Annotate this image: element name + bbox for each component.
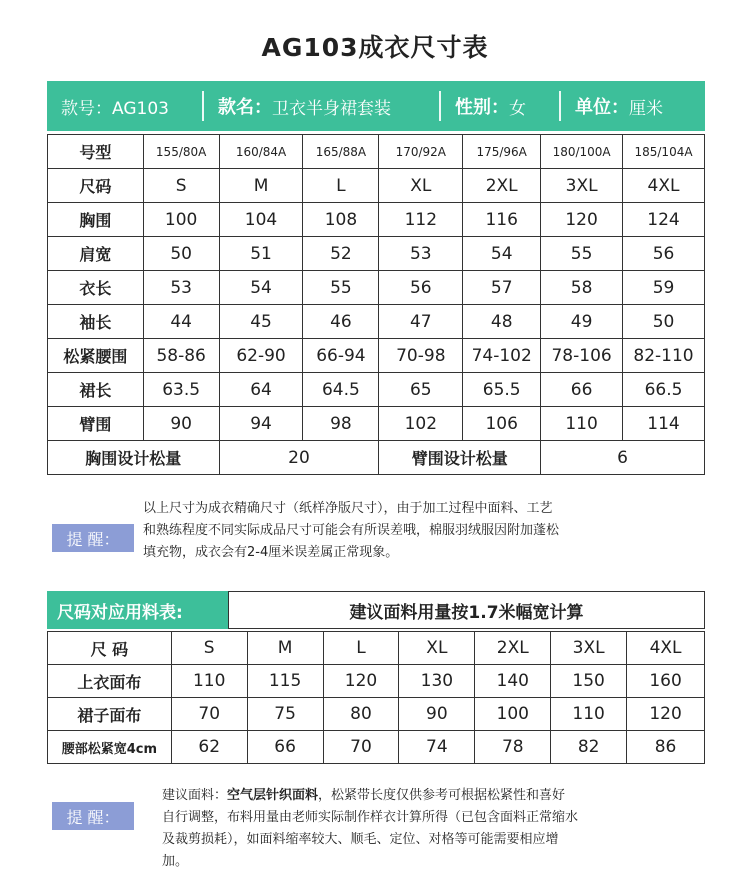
table-cell: 49 xyxy=(541,305,623,339)
fabric-table-header xyxy=(47,591,705,629)
table-row xyxy=(48,135,705,169)
table-cell: 78-106 xyxy=(541,339,623,373)
table-cell: 120 xyxy=(627,698,705,731)
fabric-width-note: 建议面料用量按1.7米幅宽计算 xyxy=(228,591,705,629)
reminder-line: 及裁剪损耗），如面料缩率较大、顺毛、定位、对格等可能需要相应增 xyxy=(162,832,559,847)
table-cell: 185/104A xyxy=(623,135,705,169)
table-row xyxy=(48,339,705,373)
row-label: 尺 码 xyxy=(48,632,172,665)
table-cell: 165/88A xyxy=(303,135,379,169)
row-label: 号型 xyxy=(48,135,144,169)
table-cell: 64.5 xyxy=(303,373,379,407)
row-label: 臂围 xyxy=(48,407,144,441)
table-cell: 70 xyxy=(171,698,247,731)
table-cell: 55 xyxy=(303,271,379,305)
table-cell: 53 xyxy=(379,237,463,271)
row-label: 裙子面布 xyxy=(48,698,172,731)
unit-label: 单位： xyxy=(575,97,629,118)
table-cell: 48 xyxy=(463,305,541,339)
table-cell: L xyxy=(323,632,399,665)
table-cell: 102 xyxy=(379,407,463,441)
table-cell: 108 xyxy=(303,203,379,237)
table-cell: 52 xyxy=(303,237,379,271)
table-cell: XL xyxy=(379,169,463,203)
table-cell: 47 xyxy=(379,305,463,339)
table-cell: 110 xyxy=(541,407,623,441)
arm-ease-label: 臂围设计松量 xyxy=(379,441,541,475)
table-row xyxy=(48,237,705,271)
reminder-line: 以上尺寸为成衣精确尺寸（纸样净版尺寸），由于加工过程中面料、工艺 xyxy=(143,501,553,516)
table-row xyxy=(48,169,705,203)
gender-value: 女 xyxy=(509,98,526,119)
table-cell: 170/92A xyxy=(379,135,463,169)
table-cell: 56 xyxy=(379,271,463,305)
row-label: 衣长 xyxy=(48,271,144,305)
table-cell: 90 xyxy=(399,698,475,731)
fabric-prefix: 建议面料： xyxy=(162,788,228,803)
table-cell: 90 xyxy=(143,407,219,441)
table-cell: 115 xyxy=(247,665,323,698)
table-cell: 175/96A xyxy=(463,135,541,169)
table-cell: 2XL xyxy=(475,632,551,665)
table-cell: 3XL xyxy=(551,632,627,665)
table-cell: 100 xyxy=(475,698,551,731)
table-cell: 66-94 xyxy=(303,339,379,373)
style-number xyxy=(47,81,202,131)
table-cell: 82 xyxy=(551,731,627,764)
table-row xyxy=(48,407,705,441)
table-cell: 86 xyxy=(627,731,705,764)
row-label: 松紧腰围 xyxy=(48,339,144,373)
table-row xyxy=(48,698,705,731)
table-row xyxy=(48,305,705,339)
unit-value: 厘米 xyxy=(629,98,663,119)
table-row xyxy=(48,632,705,665)
table-cell: 100 xyxy=(143,203,219,237)
fabric-line-rest: ，松紧带长度仅供参考可根据松紧性和喜好 xyxy=(318,788,566,803)
table-cell: 104 xyxy=(219,203,303,237)
fabric-table xyxy=(47,631,705,764)
table-cell: 58 xyxy=(541,271,623,305)
table-cell: 55 xyxy=(541,237,623,271)
table-cell: 2XL xyxy=(463,169,541,203)
table-cell: 44 xyxy=(143,305,219,339)
product-info-bar xyxy=(47,81,705,131)
table-cell: 3XL xyxy=(541,169,623,203)
row-label: 裙长 xyxy=(48,373,144,407)
table-cell: M xyxy=(247,632,323,665)
table-cell: 110 xyxy=(551,698,627,731)
table-cell: 54 xyxy=(463,237,541,271)
chest-ease-value: 20 xyxy=(219,441,379,475)
reminder-note-2 xyxy=(162,785,707,873)
size-table xyxy=(47,134,705,475)
table-cell: 116 xyxy=(463,203,541,237)
table-cell: 57 xyxy=(463,271,541,305)
reminder-line: 加。 xyxy=(162,854,189,869)
fabric-name: 空气层针织面料 xyxy=(227,788,319,803)
arm-ease-value: 6 xyxy=(541,441,705,475)
table-cell: 66.5 xyxy=(623,373,705,407)
ease-row xyxy=(48,441,705,475)
table-cell: 46 xyxy=(303,305,379,339)
table-cell: 50 xyxy=(143,237,219,271)
table-cell: 63.5 xyxy=(143,373,219,407)
table-cell: 160/84A xyxy=(219,135,303,169)
gender xyxy=(441,81,559,131)
table-cell: 80 xyxy=(323,698,399,731)
row-label: 尺码 xyxy=(48,169,144,203)
table-row xyxy=(48,203,705,237)
table-cell: M xyxy=(219,169,303,203)
table-cell: 62 xyxy=(171,731,247,764)
table-row xyxy=(48,665,705,698)
table-cell: 74 xyxy=(399,731,475,764)
table-row xyxy=(48,373,705,407)
table-cell: 65.5 xyxy=(463,373,541,407)
table-cell: 70 xyxy=(323,731,399,764)
reminder-line xyxy=(162,785,707,807)
table-cell: S xyxy=(143,169,219,203)
table-cell: 4XL xyxy=(623,169,705,203)
table-cell: 74-102 xyxy=(463,339,541,373)
page-title: AG103成衣尺寸表 xyxy=(261,33,489,62)
table-cell: L xyxy=(303,169,379,203)
table-cell: 114 xyxy=(623,407,705,441)
chest-ease-label: 胸围设计松量 xyxy=(48,441,220,475)
reminder-line: 填充物，成衣会有2-4厘米误差属正常现象。 xyxy=(143,545,399,560)
table-cell: XL xyxy=(399,632,475,665)
divider xyxy=(559,91,561,121)
table-cell: 180/100A xyxy=(541,135,623,169)
table-cell: 51 xyxy=(219,237,303,271)
table-cell: 70-98 xyxy=(379,339,463,373)
table-cell: 82-110 xyxy=(623,339,705,373)
table-cell: 110 xyxy=(171,665,247,698)
reminder-note xyxy=(143,498,708,564)
table-cell: 124 xyxy=(623,203,705,237)
table-cell: 120 xyxy=(323,665,399,698)
table-cell: 94 xyxy=(219,407,303,441)
reminder-badge-2: 提 醒： xyxy=(52,802,134,830)
style-number-text: 款号：AG103 xyxy=(61,98,169,119)
table-cell: 106 xyxy=(463,407,541,441)
table-cell: 155/80A xyxy=(143,135,219,169)
table-cell: 140 xyxy=(475,665,551,698)
reminder-badge: 提 醒： xyxy=(52,524,134,552)
table-cell: 45 xyxy=(219,305,303,339)
row-label: 腰部松紧宽4cm xyxy=(48,731,172,764)
style-name-label: 款名： xyxy=(218,97,272,118)
style-name-value: 卫衣半身裙套装 xyxy=(272,98,391,119)
table-cell: 58-86 xyxy=(143,339,219,373)
fabric-table-title: 尺码对应用料表: xyxy=(47,591,228,629)
table-cell: 160 xyxy=(627,665,705,698)
table-cell: 66 xyxy=(541,373,623,407)
table-cell: 64 xyxy=(219,373,303,407)
table-cell: 65 xyxy=(379,373,463,407)
table-cell: 50 xyxy=(623,305,705,339)
table-cell: 4XL xyxy=(627,632,705,665)
table-row xyxy=(48,731,705,764)
table-cell: 62-90 xyxy=(219,339,303,373)
reminder-line: 和熟练程度不同实际成品尺寸可能会有所误差哦，棉服羽绒服因附加蓬松 xyxy=(143,523,560,538)
table-cell: S xyxy=(171,632,247,665)
table-cell: 150 xyxy=(551,665,627,698)
divider xyxy=(439,91,441,121)
table-cell: 130 xyxy=(399,665,475,698)
table-cell: 112 xyxy=(379,203,463,237)
table-cell: 98 xyxy=(303,407,379,441)
divider xyxy=(202,91,204,121)
table-cell: 59 xyxy=(623,271,705,305)
gender-label: 性别： xyxy=(455,97,509,118)
row-label: 袖长 xyxy=(48,305,144,339)
style-name xyxy=(204,81,439,131)
table-cell: 66 xyxy=(247,731,323,764)
table-cell: 54 xyxy=(219,271,303,305)
table-cell: 120 xyxy=(541,203,623,237)
row-label: 胸围 xyxy=(48,203,144,237)
row-label: 上衣面布 xyxy=(48,665,172,698)
unit xyxy=(561,81,701,131)
table-cell: 75 xyxy=(247,698,323,731)
reminder-line: 自行调整，布料用量由老师实际制作样衣计算所得（已包含面料正常缩水 xyxy=(162,810,579,825)
table-cell: 78 xyxy=(475,731,551,764)
table-cell: 53 xyxy=(143,271,219,305)
table-row xyxy=(48,271,705,305)
table-cell: 56 xyxy=(623,237,705,271)
row-label: 肩宽 xyxy=(48,237,144,271)
